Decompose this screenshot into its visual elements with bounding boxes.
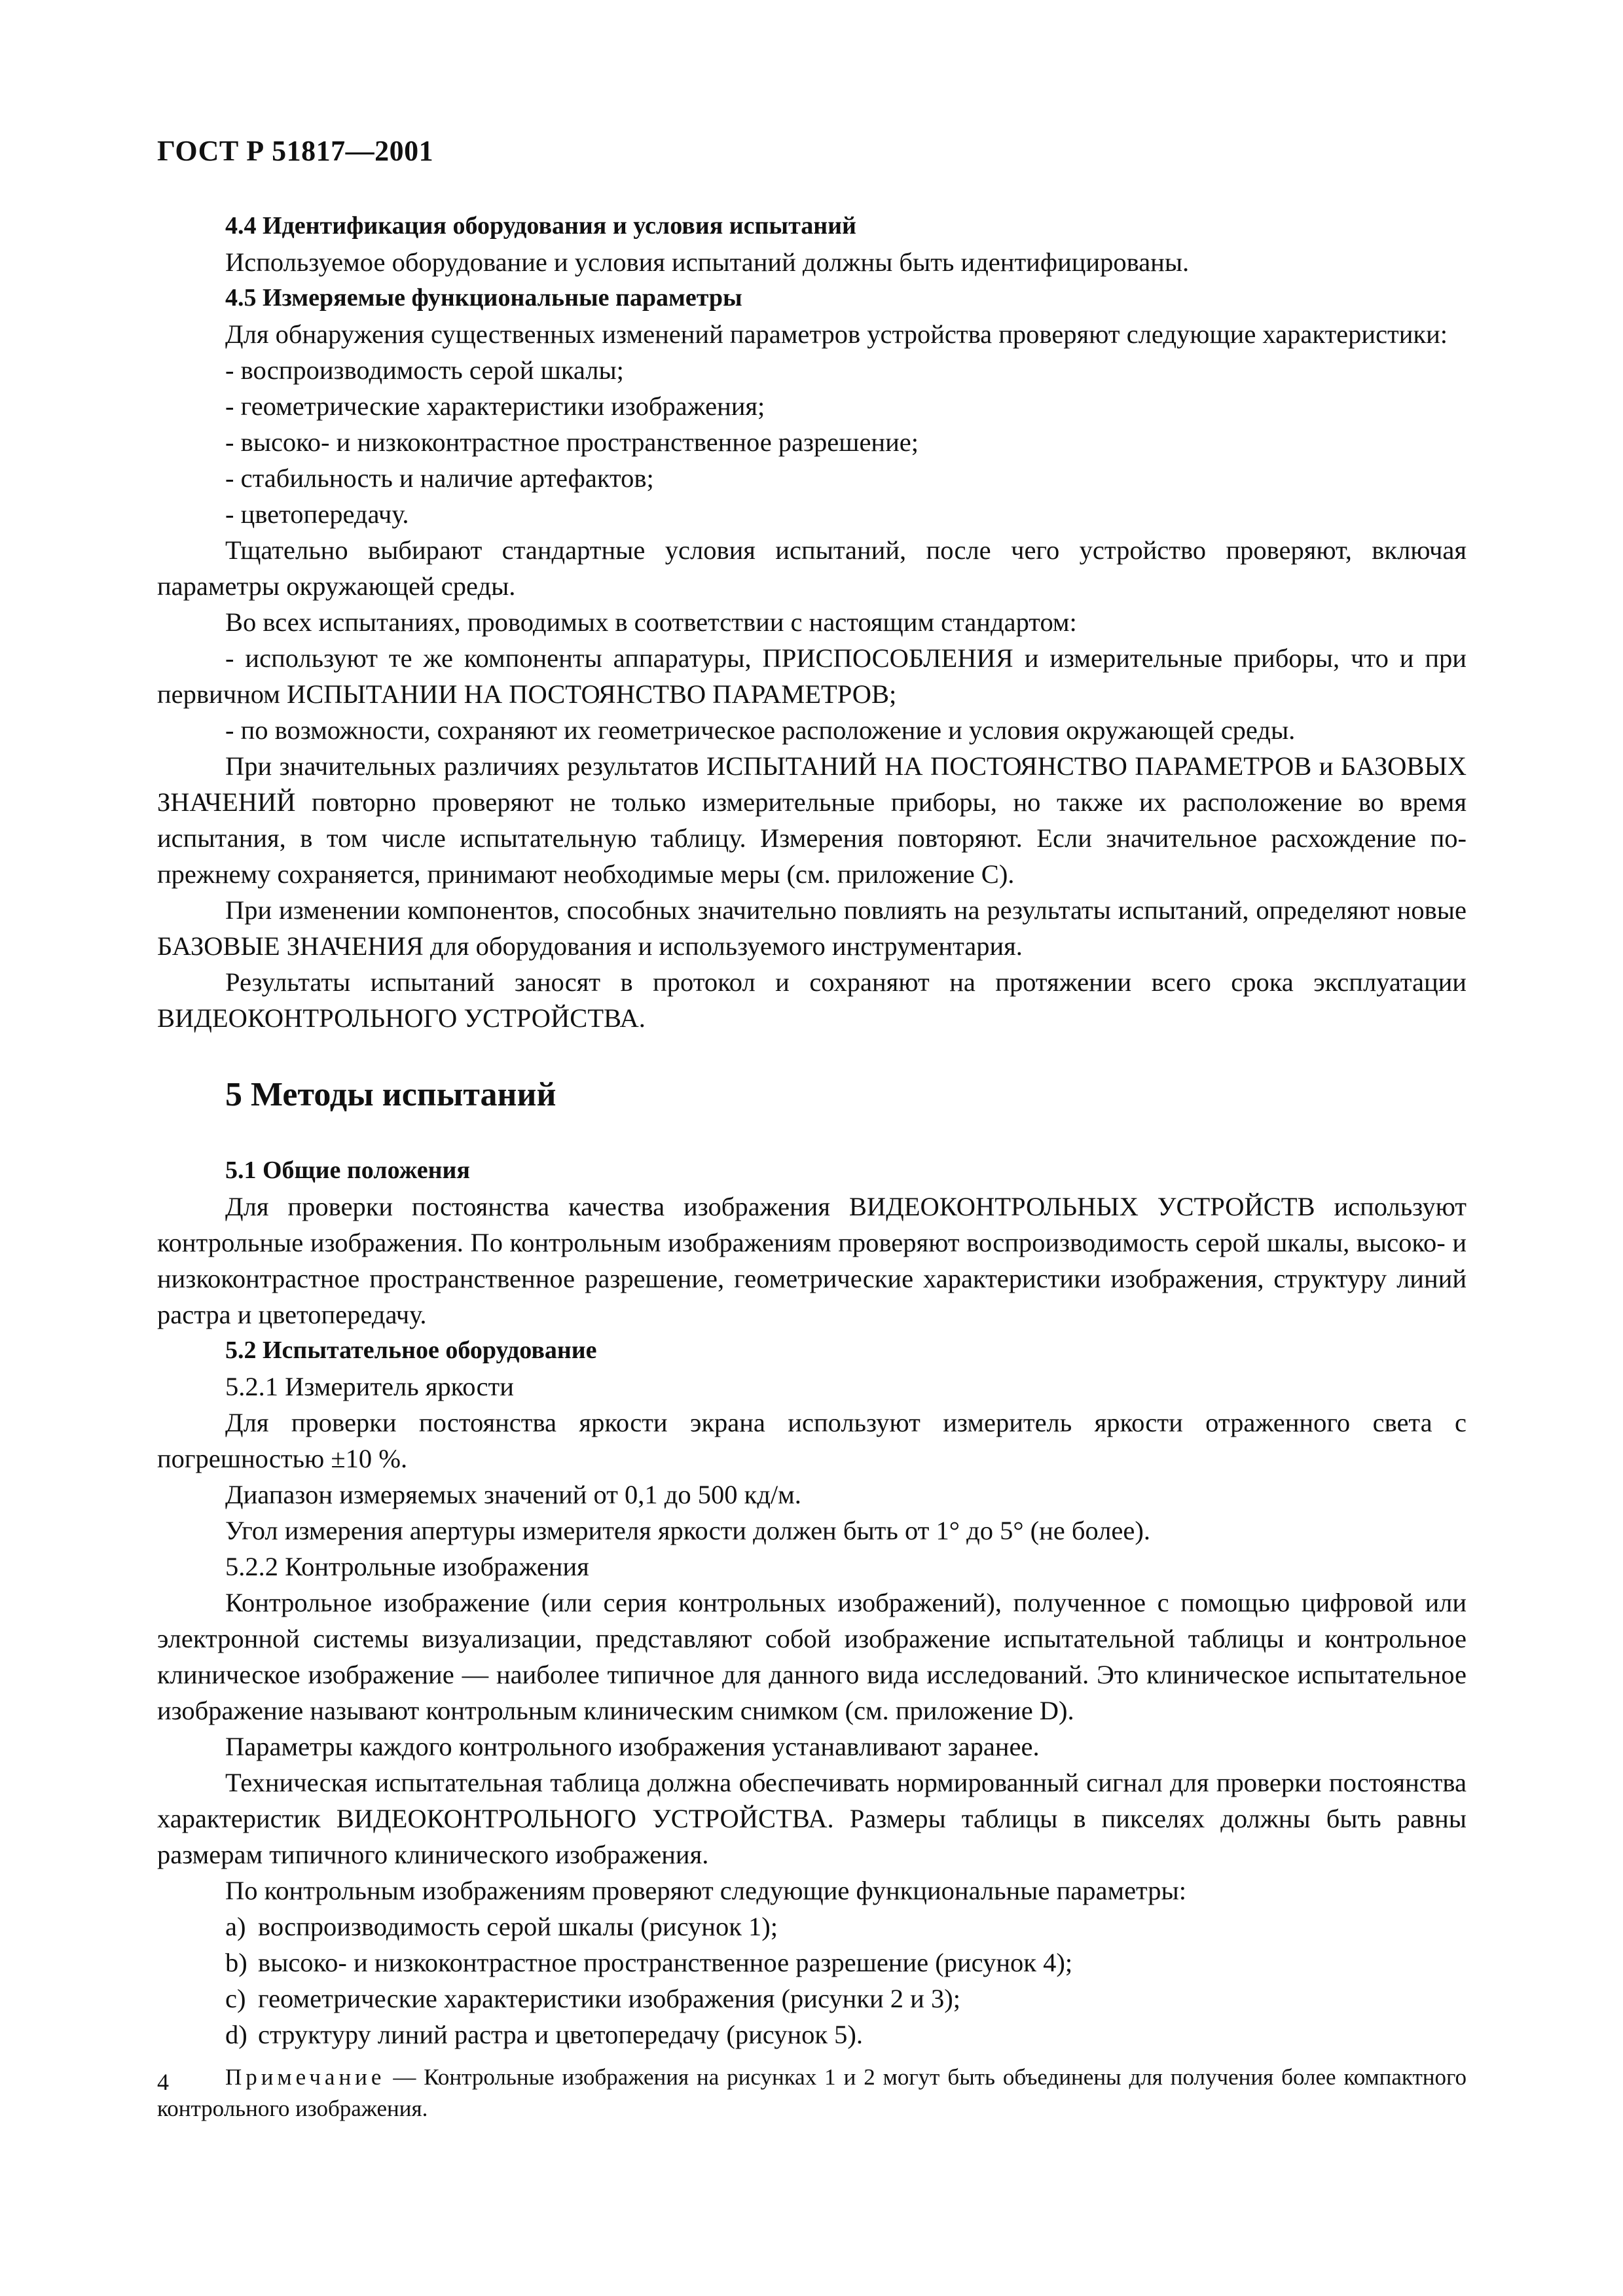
section-4-5-bullet: - по возможности, сохраняют их геометрическое расположение и условия окружающей среды.: [225, 715, 1296, 745]
enum-letter: d): [225, 2020, 247, 2049]
enum-text: воспроизводимость серой шкалы (рисунок 1);: [258, 1912, 778, 1941]
section-5-1-paragraph: Для проверки постоянства качества изображения ВИДЕОКОНТРОЛЬНЫХ УСТРОЙСТВ используют контрольные изображения. По контрольным изображениям проверяют воспроизводимость серой шкалы, высоко- и низкоконтрастное пространственное разрешение, геометрические характеристики изображения, структуру линий растра и цветопередачу.: [157, 1192, 1467, 1329]
enum-item: [157, 1909, 1467, 1945]
page-number: 4: [157, 2069, 169, 2095]
section-5-2-2-paragraph: Контрольное изображение (или серия контрольных изображений), полученное с помощью цифровой или электронной системы визуализации, представляют собой изображение испытательной таблицы и контрольное клиническое изображение — наиболее типичное для данного вида исследований. Это клиническое испытательное изображение называют контрольным клиническим снимком (см. приложение D).: [157, 1588, 1467, 1725]
list-item: - цветопередачу.: [225, 499, 409, 529]
section-5-2-title: 5.2 Испытательное оборудование: [225, 1336, 597, 1364]
section-4-5-paragraph: При изменении компонентов, способных значительно повлиять на результаты испытаний, определяют новые БАЗОВЫЕ ЗНАЧЕНИЯ для оборудования и используемого инструментария.: [157, 895, 1467, 961]
section-4-4-paragraph: Используемое оборудование и условия испытаний должны быть идентифицированы.: [225, 247, 1190, 277]
section-4-5-bullet: - используют те же компоненты аппаратуры, ПРИСПОСОБЛЕНИЯ и измерительные приборы, что и при первичном ИСПЫТАНИИ НА ПОСТОЯНСТВО ПАРАМЕТРОВ;: [157, 643, 1467, 709]
enum-item: [157, 1981, 1467, 2017]
note-text: — Контрольные изображения на рисунках 1 и 2 могут быть объединены для получения более компактного контрольного изображения.: [157, 2064, 1467, 2121]
section-5-1-title: 5.1 Общие положения: [225, 1157, 470, 1184]
list-item: - высоко- и низкоконтрастное пространственное разрешение;: [225, 427, 919, 457]
enum-letter: c): [225, 1984, 246, 2013]
list-item: - воспроизводимость серой шкалы;: [225, 355, 624, 385]
section-4-5-paragraph: Тщательно выбирают стандартные условия испытаний, после чего устройство проверяют, включая параметры окружающей среды.: [157, 535, 1467, 601]
list-item: - стабильность и наличие артефактов;: [225, 463, 654, 493]
enum-item: [157, 1945, 1467, 1981]
document-body: [157, 208, 1467, 2125]
enum-letter: a): [225, 1912, 246, 1941]
section-5-2-2-paragraph: По контрольным изображениям проверяют следующие функциональные параметры:: [225, 1876, 1186, 1905]
list-item: - геометрические характеристики изображения;: [225, 391, 765, 421]
section-4-4-title: 4.4 Идентификация оборудования и условия испытаний: [225, 212, 856, 240]
section-5-2-2-paragraph: Параметры каждого контрольного изображения устанавливают заранее.: [225, 1732, 1040, 1761]
enum-text: высоко- и низкоконтрастное пространственное разрешение (рисунок 4);: [258, 1948, 1073, 1977]
enum-text: структуру линий растра и цветопередачу (рисунок 5).: [258, 2020, 864, 2049]
section-5-2-2-paragraph: Техническая испытательная таблица должна обеспечивать нормированный сигнал для проверки постоянства характеристик ВИДЕОКОНТРОЛЬНОГО УСТРОЙСТВА. Размеры таблицы в пикселях должны быть равны размерам типичного клинического изображения.: [157, 1768, 1467, 1869]
enum-text: геометрические характеристики изображения (рисунки 2 и 3);: [258, 1984, 960, 2013]
section-4-5-paragraph: При значительных различиях результатов ИСПЫТАНИЙ НА ПОСТОЯНСТВО ПАРАМЕТРОВ и БАЗОВЫХ ЗНАЧЕНИЙ повторно проверяют не только измерительные приборы, но также их расположение во время испытания, в том числе испытательную таблицу. Измерения повторяют. Если значительное расхождение по-прежнему сохраняется, принимают необходимые меры (см. приложение С).: [157, 751, 1467, 889]
document-header: ГОСТ Р 51817—2001: [157, 135, 434, 167]
section-4-5-paragraph: Во всех испытаниях, проводимых в соответствии с настоящим стандартом:: [225, 607, 1077, 637]
section-5-title: 5 Методы испытаний: [225, 1076, 556, 1113]
note-paragraph: [157, 2062, 1467, 2125]
section-4-5-intro: Для обнаружения существенных изменений параметров устройства проверяют следующие характеристики:: [225, 319, 1448, 349]
section-5-2-1-paragraph: Для проверки постоянства яркости экрана используют измеритель яркости отраженного света с погрешностью ±10 %.: [157, 1408, 1467, 1473]
section-4-5-paragraph: Результаты испытаний заносят в протокол и сохраняют на протяжении всего срока эксплуатации ВИДЕОКОНТРОЛЬНОГО УСТРОЙСТВА.: [157, 967, 1467, 1033]
enum-letter: b): [225, 1948, 247, 1977]
section-5-2-1-paragraph: Диапазон измеряемых значений от 0,1 до 500 кд/м.: [225, 1480, 801, 1509]
section-4-5-title: 4.5 Измеряемые функциональные параметры: [225, 284, 742, 312]
section-5-2-1-title: 5.2.1 Измеритель яркости: [225, 1372, 514, 1401]
section-5-2-2-title: 5.2.2 Контрольные изображения: [225, 1552, 589, 1581]
enum-item: [157, 2017, 1467, 2053]
section-5-2-1-paragraph: Угол измерения апертуры измерителя яркости должен быть от 1° до 5° (не более).: [225, 1516, 1150, 1545]
note-label: Примечание: [225, 2064, 386, 2090]
